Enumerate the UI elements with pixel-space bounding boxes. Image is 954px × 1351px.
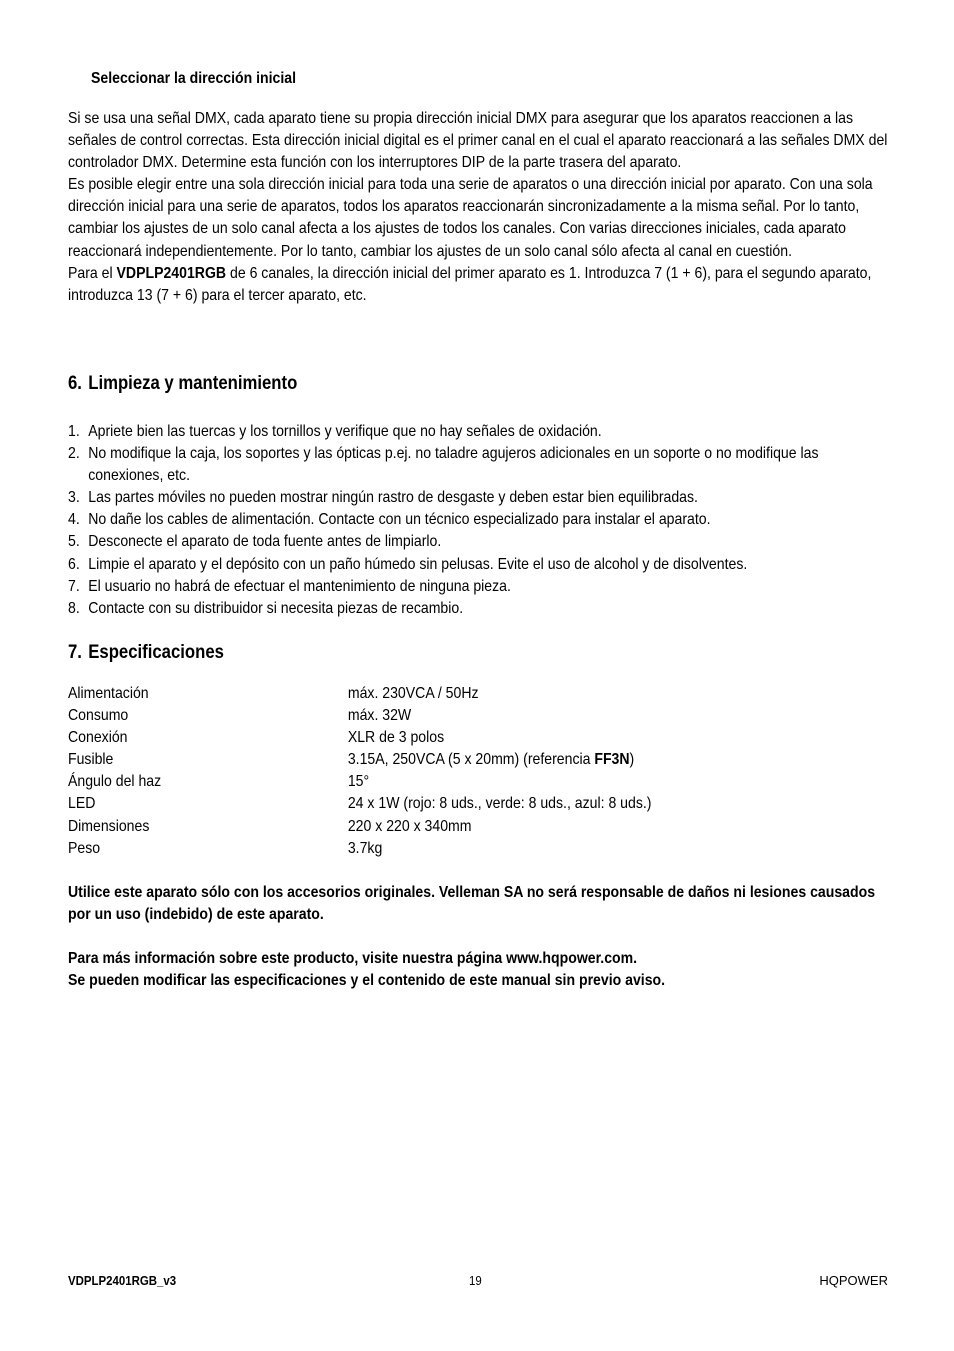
spec-row [68,793,651,815]
spec-row [68,771,651,793]
spec-label: Conexión [68,729,128,747]
maintenance-item-text: Limpie el aparato y el depósito con un paño húmedo sin pelusas. Evite el uso de alcohol y de disolventes. [88,555,748,573]
accessories-notice: Utilice este aparato sólo con los accesorios originales. Velleman SA no será responsable de daños ni lesiones causados por un uso (indebido) de este aparato. [68,884,876,924]
spec-row [68,838,651,860]
intro-p3-before: Para el [68,264,117,282]
section-6-title: Limpieza y mantenimiento [88,373,298,394]
maintenance-item [68,576,888,598]
spec-value: 24 x 1W (rojo: 8 uds., verde: 8 uds., azul: 8 uds.) [347,795,652,813]
section-7-heading [68,642,224,664]
spec-label: Peso [68,839,101,857]
spec-row [68,705,651,727]
spec-value: máx. 32W [347,707,412,725]
spec-value: XLR de 3 polos [347,729,445,747]
footer-page-number: 19 [469,1273,482,1288]
maintenance-item-text: No modifique la caja, los soportes y las ópticas p.ej. no taladre agujeros adicionales en un soporte o no modifique las conexiones, etc. [88,445,819,485]
intro-paragraph-3 [68,263,888,307]
maintenance-item-text: Desconecte el aparato de toda fuente antes de limpiarlo. [88,533,442,551]
maintenance-item-number: 5. [68,533,80,551]
spec-value: máx. 230VCA / 50Hz [347,685,479,702]
maintenance-item-number: 8. [68,599,80,617]
maintenance-item-text: El usuario no habrá de efectuar el mantenimiento de ninguna pieza. [88,577,511,595]
section-7-title: Especificaciones [88,642,224,663]
intro-text [68,108,888,307]
footer-model-version: VDPLP2401RGB_v3 [68,1273,177,1288]
subheading-start-address: Seleccionar la dirección inicial [91,70,297,87]
maintenance-item [68,421,888,443]
maintenance-item-text: No dañe los cables de alimentación. Contacte con un técnico especializado para instalar el aparato. [88,511,711,529]
maintenance-item-number: 4. [68,511,80,529]
footer-brand: HQPOWER [819,1273,888,1288]
section-7-number: 7. [68,642,82,663]
spec-row [68,683,651,705]
maintenance-item-number: 2. [68,445,80,463]
spec-value: 15° [347,773,370,791]
maintenance-item-text: Contacte con su distribuidor si necesita piezas de recambio. [88,599,464,617]
maintenance-item-number: 3. [68,489,80,507]
section-6-number: 6. [68,373,82,394]
maintenance-item-text: Las partes móviles no pueden mostrar ningún rastro de desgaste y deben estar bien equilibradas. [88,489,698,507]
spec-value-text: 3.15A, 250VCA (5 x 20mm) (referencia [347,751,595,769]
spec-label: Fusible [68,751,114,769]
specifications-table [68,683,651,860]
spec-value: 3.7kg [347,839,383,857]
maintenance-item [68,554,888,576]
spec-label: Dimensiones [68,817,150,835]
maintenance-item-text: Apriete bien las tuercas y los tornillos y verifique que no hay señales de oxidación. [88,423,602,440]
spec-row [68,816,651,838]
spec-label: LED [68,795,96,813]
spec-row [68,749,651,771]
maintenance-item-number: 6. [68,555,80,573]
spec-value: 220 x 220 x 340mm [347,817,472,835]
spec-row [68,727,651,749]
maintenance-item [68,443,888,487]
section-6-heading [68,373,297,395]
spec-value-text: ) [629,751,635,769]
maintenance-list [68,421,888,620]
maintenance-item [68,531,888,553]
fuse-reference: FF3N [594,751,630,769]
maintenance-item [68,487,888,509]
intro-paragraph-1: Si se usa una señal DMX, cada aparato tiene su propia dirección inicial DMX para asegurar que los aparatos reaccionen a las señales de control correctas. Esta dirección inicial digital es el primer canal en el cual el aparato reaccionará a las señales DMX del controlador DMX. Determine esta función con los interruptores DIP de la parte trasera del aparato. [68,110,888,172]
info-notice-line-2: Se pueden modificar las especificaciones y el contenido de este manual sin previo aviso. [68,972,666,990]
info-notice [68,948,888,992]
intro-p3-after: de 6 canales, la dirección inicial del primer aparato es 1. Introduzca 7 (1 + 6), para el segundo aparato, introduzca 13 (7 + 6) para el tercer aparato, etc. [68,264,872,304]
spec-value [348,749,652,771]
spec-label: Consumo [68,707,129,725]
maintenance-item [68,598,888,620]
maintenance-item-number: 7. [68,577,80,595]
maintenance-item-number: 1. [68,423,80,440]
info-notice-line-1: Para más información sobre este producto, visite nuestra página www.hqpower.com. [68,950,638,967]
model-name: VDPLP2401RGB [116,264,227,282]
spec-label: Ángulo del haz [68,773,162,791]
maintenance-item [68,509,888,531]
spec-label: Alimentación [68,685,149,702]
intro-paragraph-2: Es posible elegir entre una sola dirección inicial para toda una serie de aparatos o una dirección inicial por aparato. Con una sola dirección inicial para una serie de aparatos, todos los aparatos reaccionarán sincronizadamente a la misma señal. Por lo tanto, cambiar los ajustes de un solo canal afecta a los ajustes de todos los canales. Con varias direcciones iniciales, cada aparato reaccionará independientemente. Por lo tanto, cambiar los ajustes de un solo canal sólo afecta al canal en cuestión. [68,176,873,260]
